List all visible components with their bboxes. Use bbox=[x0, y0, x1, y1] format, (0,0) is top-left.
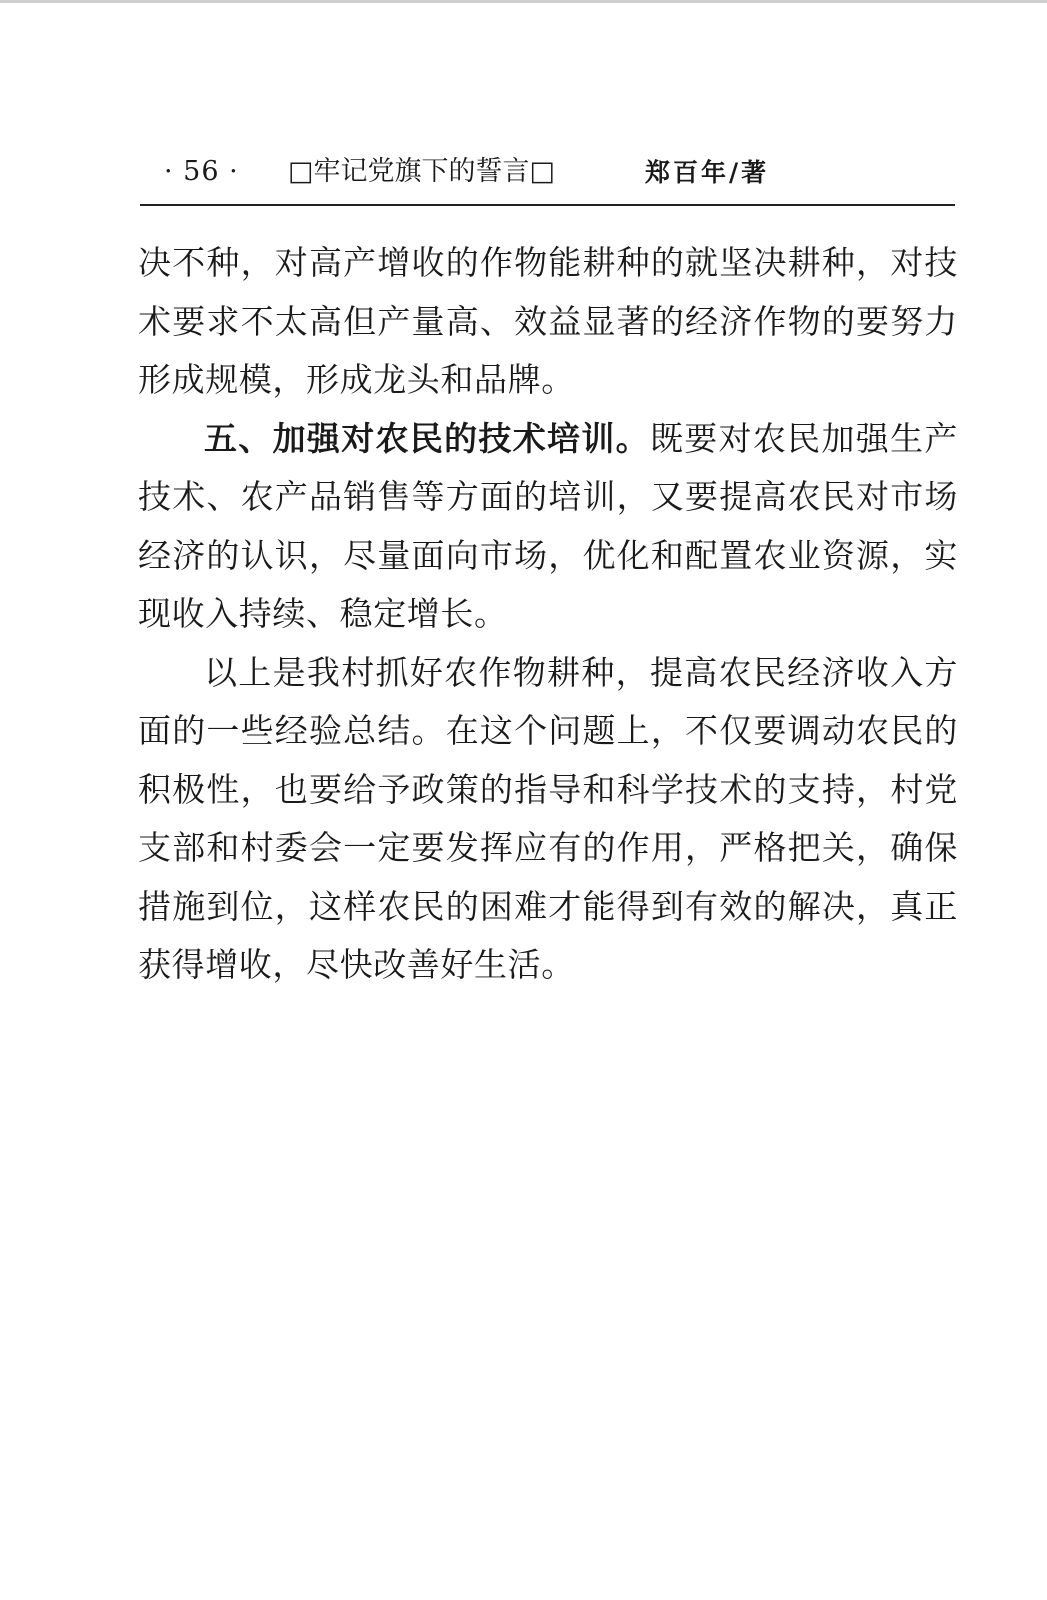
page-edge bbox=[0, 0, 1047, 3]
book-title: □牢记党旗下的誓言□ bbox=[288, 156, 556, 187]
section-heading: 五、加强对农民的技术培训。 bbox=[204, 418, 650, 458]
page-number: · 56 · bbox=[164, 156, 239, 187]
author-credit: 郑百年/著 bbox=[645, 158, 770, 187]
paragraph-continued bbox=[138, 234, 958, 410]
paragraph-summary bbox=[138, 644, 958, 995]
paragraph-text: 决不种，对高产增收的作物能耕种的就坚决耕种，对技术要求不太高但产量高、效益显著的经济作物的要努力形成规模，形成龙头和品牌。 bbox=[138, 243, 958, 399]
paragraph-section-five bbox=[138, 410, 958, 644]
running-header bbox=[140, 150, 955, 206]
paragraph-text: 既要对农民加强生产技术、农产品销售等方面的培训，又要提高农民对市场经济的认识，尽量面向市场，优化和配置农业资源，实现收入持续、稳定增长。 bbox=[138, 418, 958, 633]
paragraph-text: 以上是我村抓好农作物耕种，提高农民经济收入方面的一些经验总结。在这个问题上，不仅要调动农民的积极性，也要给予政策的指导和科学技术的支持，村党支部和村委会一定要发挥应有的作用，严格把关，确保措施到位，这样农民的困难才能得到有效的解决，真正获得增收，尽快改善好生活。 bbox=[138, 652, 958, 984]
body-text bbox=[138, 234, 958, 995]
